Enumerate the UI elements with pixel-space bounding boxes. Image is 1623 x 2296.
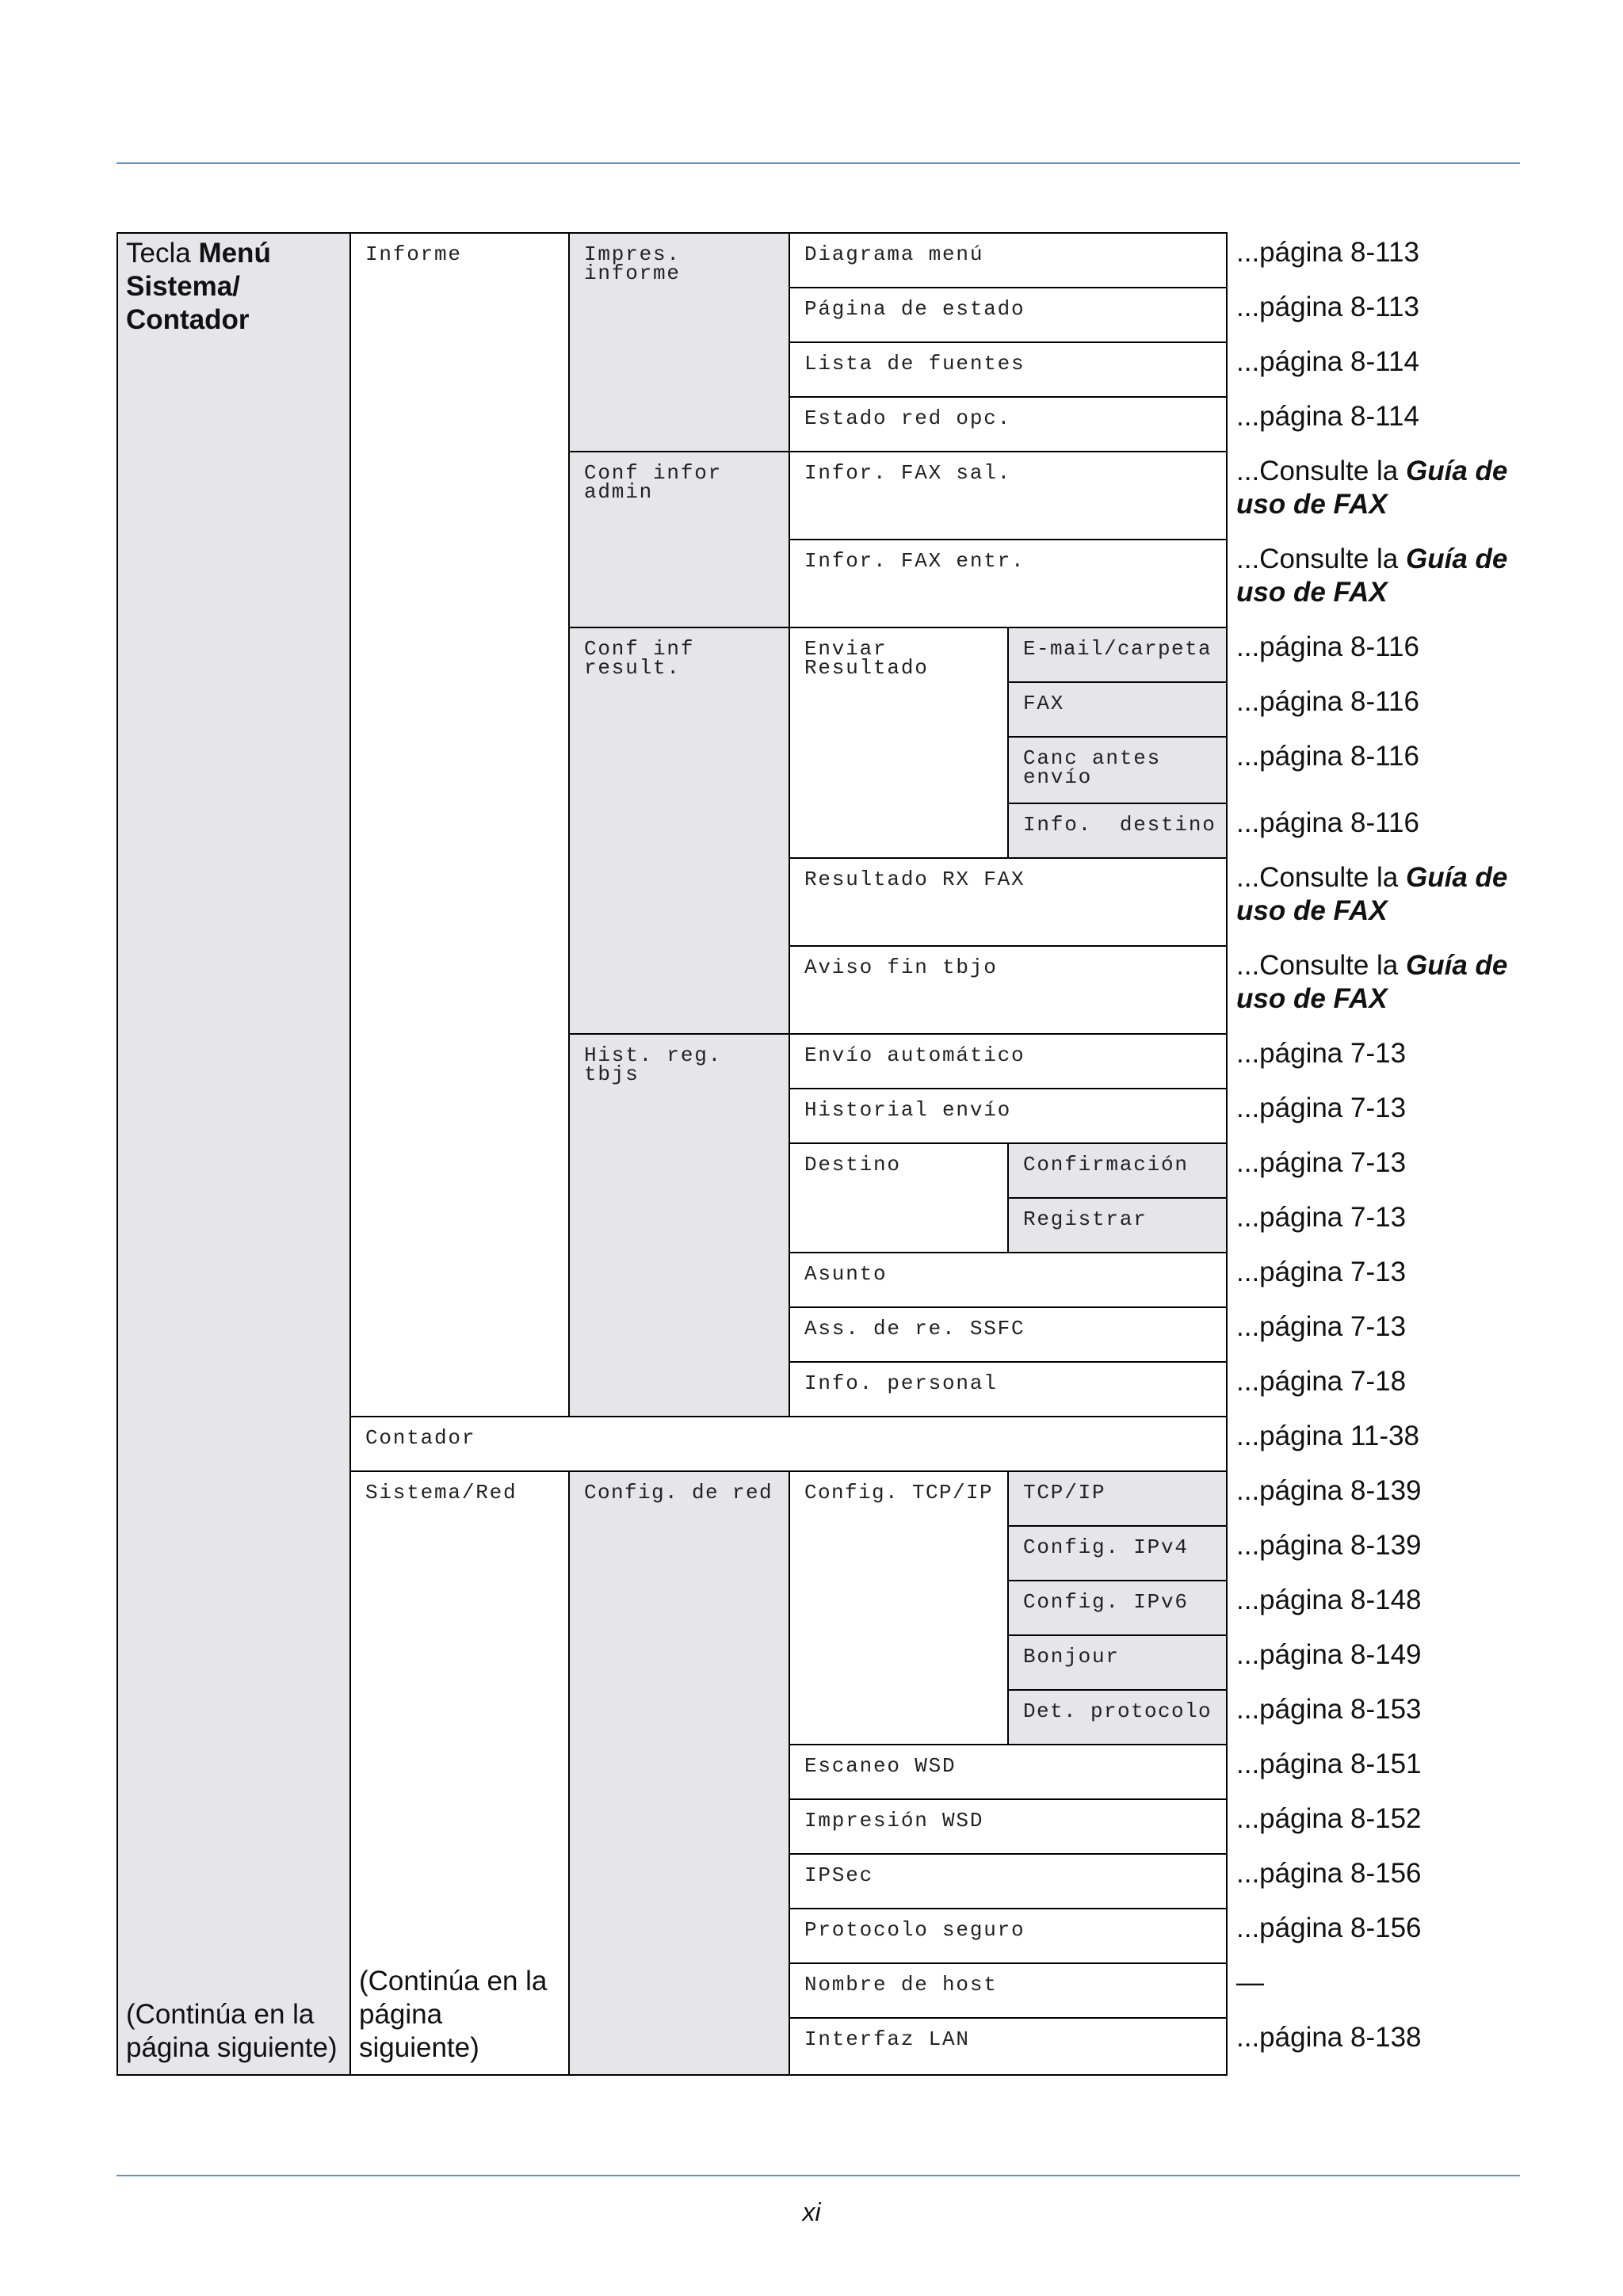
page-ref: ...página 8-139 [1236, 1475, 1422, 1506]
menu-item: Bonjour [1008, 1635, 1227, 1690]
page-ref: ...página 8-139 [1236, 1530, 1422, 1561]
menu-item: Config. IPv6 [1008, 1581, 1227, 1635]
conf-inf-result-cell: Conf inf result. [569, 627, 789, 1034]
page-ref: ...página 7-13 [1236, 1147, 1407, 1178]
page-ref: ...página 7-18 [1236, 1366, 1407, 1397]
page-ref: ...página 7-13 [1236, 1038, 1407, 1069]
page-ref: ...página 8-156 [1236, 1858, 1422, 1889]
sistema-red-cell: Sistema/Red (Continúa en la página siguiente) [350, 1471, 569, 2075]
menu-item: Historial envío [789, 1089, 1227, 1143]
header-rule [116, 162, 1520, 164]
fax-guide-ref: ...Consulte la Guía de uso de FAX [1236, 862, 1508, 926]
fax-guide-ref: ...Consulte la Guía de uso de FAX [1236, 543, 1508, 608]
menu-item: IPSec [789, 1854, 1227, 1909]
root-menu-cell: Tecla Menú Sistema/ Contador (Continúa en la página siguiente) [117, 233, 350, 2075]
menu-item: Config. IPv4 [1008, 1526, 1227, 1581]
footer-rule [116, 2175, 1520, 2176]
page-ref: ...página 11-38 [1236, 1421, 1419, 1451]
page-number: xi [802, 2198, 821, 2226]
config-tcpip-cell: Config. TCP/IP [789, 1471, 1008, 1745]
menu-item: Protocolo seguro [789, 1909, 1227, 1963]
menu-item: Ass. de re. SSFC [789, 1307, 1227, 1362]
menu-item: E-mail/carpeta [1008, 627, 1227, 682]
page-ref: ...página 8-138 [1236, 2022, 1422, 2053]
page-ref: ...página 8-116 [1236, 741, 1419, 772]
menu-item: Página de estado [789, 288, 1227, 342]
config-red-cell: Config. de red [569, 1471, 789, 2075]
page-ref: ...página 8-116 [1236, 631, 1419, 662]
menu-item: Interfaz LAN [789, 2018, 1227, 2075]
menu-item: Registrar [1008, 1198, 1227, 1253]
contador-cell: Contador [350, 1417, 1227, 1471]
menu-item: Lista de fuentes [789, 342, 1227, 397]
informe-cell: Informe [350, 233, 569, 1417]
page-ref: ...página 8-151 [1236, 1749, 1422, 1779]
page-ref: ...página 7-13 [1236, 1257, 1407, 1287]
enviar-resultado-cell: Enviar Resultado [789, 627, 1008, 858]
menu-tree-table [116, 232, 1529, 2076]
menu-item: Estado red opc. [789, 397, 1227, 452]
destino-cell: Destino [789, 1143, 1008, 1253]
menu-item: Info. destino [1008, 803, 1227, 858]
page-ref: ...página 8-113 [1236, 292, 1419, 322]
page-ref: ...página 8-149 [1236, 1639, 1422, 1670]
fax-guide-ref: ...Consulte la Guía de uso de FAX [1236, 950, 1508, 1014]
page-ref: ...página 7-13 [1236, 1202, 1407, 1233]
page-ref: ...página 8-114 [1236, 346, 1419, 377]
menu-item: Infor. FAX entr. [789, 540, 1227, 627]
menu-item: Impresión WSD [789, 1799, 1227, 1854]
hist-reg-tbjs-cell: Hist. reg. tbjs [569, 1034, 789, 1417]
menu-item: Infor. FAX sal. [789, 452, 1227, 540]
page-ref: ...página 7-13 [1236, 1093, 1407, 1123]
menu-item: Canc antes envío [1008, 737, 1227, 803]
menu-item: Confirmación [1008, 1143, 1227, 1198]
menu-item: Asunto [789, 1253, 1227, 1307]
sistema-continues-note: (Continúa en la página siguiente) [359, 1966, 548, 2063]
root-continues-note: (Continúa en la página siguiente) [126, 1999, 338, 2063]
menu-item: Info. personal [789, 1362, 1227, 1417]
menu-item: Aviso fin tbjo [789, 946, 1227, 1034]
page-ref: ...página 7-13 [1236, 1311, 1407, 1342]
page-ref: ...página 8-116 [1236, 807, 1419, 838]
menu-item: Det. protocolo [1008, 1690, 1227, 1745]
page-ref: ...página 8-114 [1236, 401, 1419, 432]
menu-item: Escaneo WSD [789, 1745, 1227, 1799]
page-ref: — [1236, 1967, 1264, 1998]
page-ref: ...página 8-153 [1236, 1694, 1422, 1725]
menu-item: TCP/IP [1008, 1471, 1227, 1526]
impres-informe-cell: Impres. informe [569, 233, 789, 452]
fax-guide-ref: ...Consulte la Guía de uso de FAX [1236, 456, 1508, 520]
page-ref: ...página 8-113 [1236, 237, 1419, 268]
conf-infor-admin-cell: Conf infor admin [569, 452, 789, 627]
page-ref: ...página 8-152 [1236, 1803, 1422, 1834]
menu-item: Resultado RX FAX [789, 858, 1227, 946]
page-ref: ...página 8-116 [1236, 686, 1419, 717]
page-ref: ...página 8-148 [1236, 1585, 1422, 1615]
page-ref: ...página 8-156 [1236, 1913, 1422, 1943]
menu-item: FAX [1008, 682, 1227, 737]
menu-item: Envío automático [789, 1034, 1227, 1089]
menu-item: Diagrama menú [789, 233, 1227, 288]
menu-item: Nombre de host [789, 1963, 1227, 2018]
